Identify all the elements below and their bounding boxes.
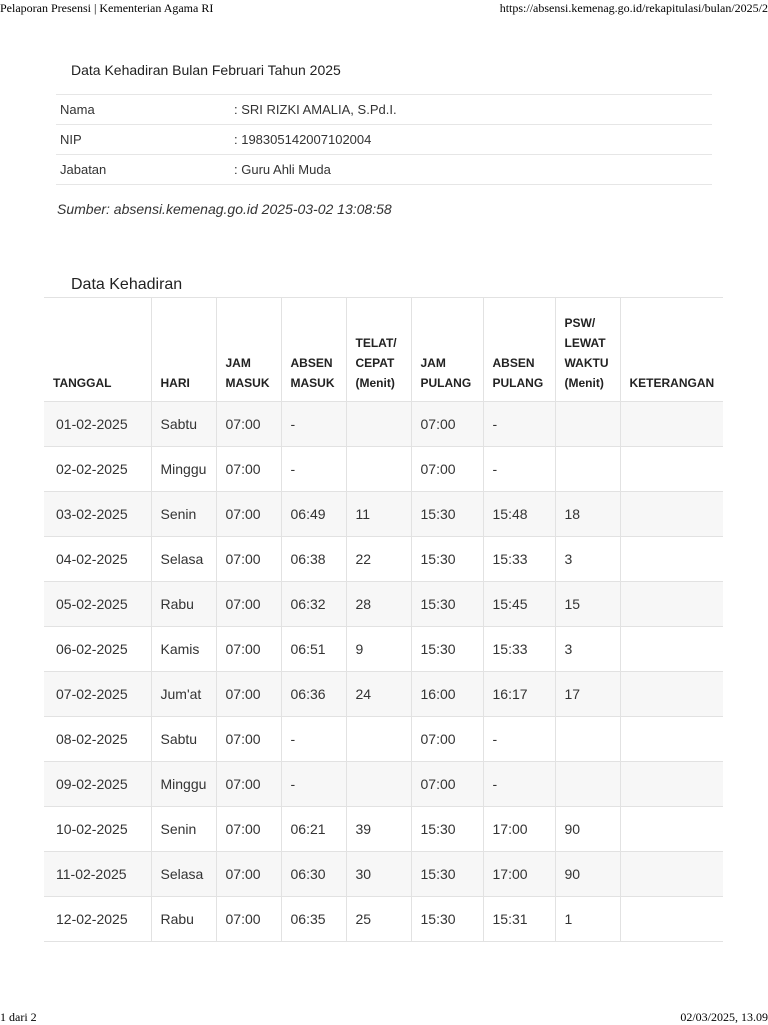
table-cell: Selasa (151, 852, 216, 897)
table-cell: 15:45 (483, 582, 555, 627)
column-header: KETERANGAN (620, 298, 723, 402)
info-value: : Guru Ahli Muda (230, 155, 712, 185)
table-cell: Senin (151, 492, 216, 537)
table-cell: - (281, 447, 346, 492)
table-cell: Rabu (151, 582, 216, 627)
table-cell: 17:00 (483, 852, 555, 897)
table-cell: 06:49 (281, 492, 346, 537)
table-cell: - (483, 447, 555, 492)
table-cell: 07:00 (216, 762, 281, 807)
attendance-table (44, 297, 723, 942)
table-row (44, 627, 723, 672)
table-cell: 15:31 (483, 897, 555, 942)
table-cell (555, 762, 620, 807)
table-cell: 24 (346, 672, 411, 717)
table-cell: 15:30 (411, 897, 483, 942)
column-header: JAM MASUK (216, 298, 281, 402)
table-cell (620, 582, 723, 627)
info-label: NIP (56, 125, 230, 155)
table-row (44, 672, 723, 717)
table-cell: 09-02-2025 (44, 762, 151, 807)
table-cell (620, 852, 723, 897)
table-cell (346, 402, 411, 447)
table-row (44, 537, 723, 582)
table-cell: 07:00 (216, 447, 281, 492)
table-cell: 02-02-2025 (44, 447, 151, 492)
table-cell: 04-02-2025 (44, 537, 151, 582)
table-cell: 07:00 (216, 627, 281, 672)
table-cell: 07:00 (411, 402, 483, 447)
table-cell: 15:33 (483, 627, 555, 672)
column-header: JAM PULANG (411, 298, 483, 402)
table-row (44, 897, 723, 942)
table-cell: 15:30 (411, 627, 483, 672)
table-row (44, 717, 723, 762)
table-cell: 06:30 (281, 852, 346, 897)
info-value: : SRI RIZKI AMALIA, S.Pd.I. (230, 95, 712, 125)
table-cell: 15:30 (411, 852, 483, 897)
source-note: Sumber: absensi.kemenag.go.id 2025-03-02 13:08:58 (57, 201, 392, 217)
table-cell: 39 (346, 807, 411, 852)
table-cell: - (281, 717, 346, 762)
column-header: ABSEN MASUK (281, 298, 346, 402)
table-cell: 15:30 (411, 537, 483, 582)
table-cell: 07:00 (411, 447, 483, 492)
table-cell: Minggu (151, 447, 216, 492)
print-footer-datetime: 02/03/2025, 13.09 (680, 1010, 768, 1024)
table-cell: 07:00 (216, 582, 281, 627)
table-cell: 07:00 (216, 672, 281, 717)
table-cell: 06:51 (281, 627, 346, 672)
table-cell: 15:48 (483, 492, 555, 537)
table-cell (555, 447, 620, 492)
column-header: HARI (151, 298, 216, 402)
info-label: Jabatan (56, 155, 230, 185)
table-cell: 06:32 (281, 582, 346, 627)
table-cell: 11 (346, 492, 411, 537)
table-cell: 28 (346, 582, 411, 627)
table-cell: - (483, 762, 555, 807)
table-cell (620, 627, 723, 672)
table-cell (346, 447, 411, 492)
table-cell: 17:00 (483, 807, 555, 852)
table-cell: 90 (555, 852, 620, 897)
table-cell: - (281, 762, 346, 807)
table-row (44, 762, 723, 807)
table-cell: 30 (346, 852, 411, 897)
table-cell (346, 717, 411, 762)
print-header-url: https://absensi.kemenag.go.id/rekapitulasi/bulan/2025/2 (499, 1, 768, 15)
table-cell: 11-02-2025 (44, 852, 151, 897)
table-cell: 9 (346, 627, 411, 672)
table-cell: - (281, 402, 346, 447)
column-header: ABSEN PULANG (483, 298, 555, 402)
table-cell: 06-02-2025 (44, 627, 151, 672)
table-cell: 90 (555, 807, 620, 852)
info-value: : 198305142007102004 (230, 125, 712, 155)
table-cell: 06:38 (281, 537, 346, 582)
info-row (56, 125, 712, 155)
table-row (44, 402, 723, 447)
table-cell: 15 (555, 582, 620, 627)
table-row (44, 807, 723, 852)
table-cell (620, 672, 723, 717)
table-cell: 07:00 (216, 852, 281, 897)
print-header-title: Pelaporan Presensi | Kementerian Agama RI (0, 1, 214, 15)
print-footer-page: 1 dari 2 (0, 1010, 37, 1024)
table-cell: 07:00 (411, 762, 483, 807)
table-cell (620, 537, 723, 582)
table-cell (620, 492, 723, 537)
table-cell: Sabtu (151, 402, 216, 447)
table-cell: Minggu (151, 762, 216, 807)
table-cell: 3 (555, 627, 620, 672)
table-cell: 22 (346, 537, 411, 582)
table-cell: 07:00 (216, 492, 281, 537)
info-label: Nama (56, 95, 230, 125)
table-cell: 07:00 (216, 402, 281, 447)
table-cell: 08-02-2025 (44, 717, 151, 762)
table-cell: Jum'at (151, 672, 216, 717)
table-cell: 07:00 (216, 897, 281, 942)
column-header: TANGGAL (44, 298, 151, 402)
table-cell (620, 717, 723, 762)
info-row (56, 155, 712, 185)
table-cell: 07:00 (216, 717, 281, 762)
column-header: PSW/ LEWAT WAKTU (Menit) (555, 298, 620, 402)
table-cell: Senin (151, 807, 216, 852)
table-cell: 16:00 (411, 672, 483, 717)
table-cell (555, 402, 620, 447)
table-cell: 07-02-2025 (44, 672, 151, 717)
attendance-header-row (44, 298, 723, 402)
table-cell (555, 717, 620, 762)
table-cell (620, 762, 723, 807)
table-cell: 07:00 (216, 807, 281, 852)
table-cell: Selasa (151, 537, 216, 582)
table-cell: 01-02-2025 (44, 402, 151, 447)
table-cell: 15:30 (411, 807, 483, 852)
table-cell: 15:33 (483, 537, 555, 582)
table-cell (620, 402, 723, 447)
table-cell: Rabu (151, 897, 216, 942)
table-cell: - (483, 402, 555, 447)
table-cell: 06:35 (281, 897, 346, 942)
table-cell: 05-02-2025 (44, 582, 151, 627)
table-cell: - (483, 717, 555, 762)
column-header: TELAT/ CEPAT (Menit) (346, 298, 411, 402)
table-cell: 25 (346, 897, 411, 942)
table-cell: 15:30 (411, 492, 483, 537)
table-cell: 17 (555, 672, 620, 717)
table-row (44, 582, 723, 627)
table-cell: 03-02-2025 (44, 492, 151, 537)
table-cell: 1 (555, 897, 620, 942)
table-cell: 10-02-2025 (44, 807, 151, 852)
table-cell: 15:30 (411, 582, 483, 627)
table-cell: 06:36 (281, 672, 346, 717)
table-cell (346, 762, 411, 807)
table-cell (620, 807, 723, 852)
employee-info-table (56, 94, 712, 185)
table-row (44, 447, 723, 492)
table-cell: 06:21 (281, 807, 346, 852)
table-cell: 12-02-2025 (44, 897, 151, 942)
table-cell: 18 (555, 492, 620, 537)
table-row (44, 492, 723, 537)
table-cell: 3 (555, 537, 620, 582)
table-cell (620, 897, 723, 942)
table-cell: 16:17 (483, 672, 555, 717)
table-cell: Kamis (151, 627, 216, 672)
table-cell: 07:00 (411, 717, 483, 762)
section-title: Data Kehadiran (71, 276, 183, 293)
info-row (56, 95, 712, 125)
table-cell: Sabtu (151, 717, 216, 762)
table-row (44, 852, 723, 897)
report-title: Data Kehadiran Bulan Februari Tahun 2025 (71, 62, 341, 78)
table-cell: 07:00 (216, 537, 281, 582)
table-cell (620, 447, 723, 492)
